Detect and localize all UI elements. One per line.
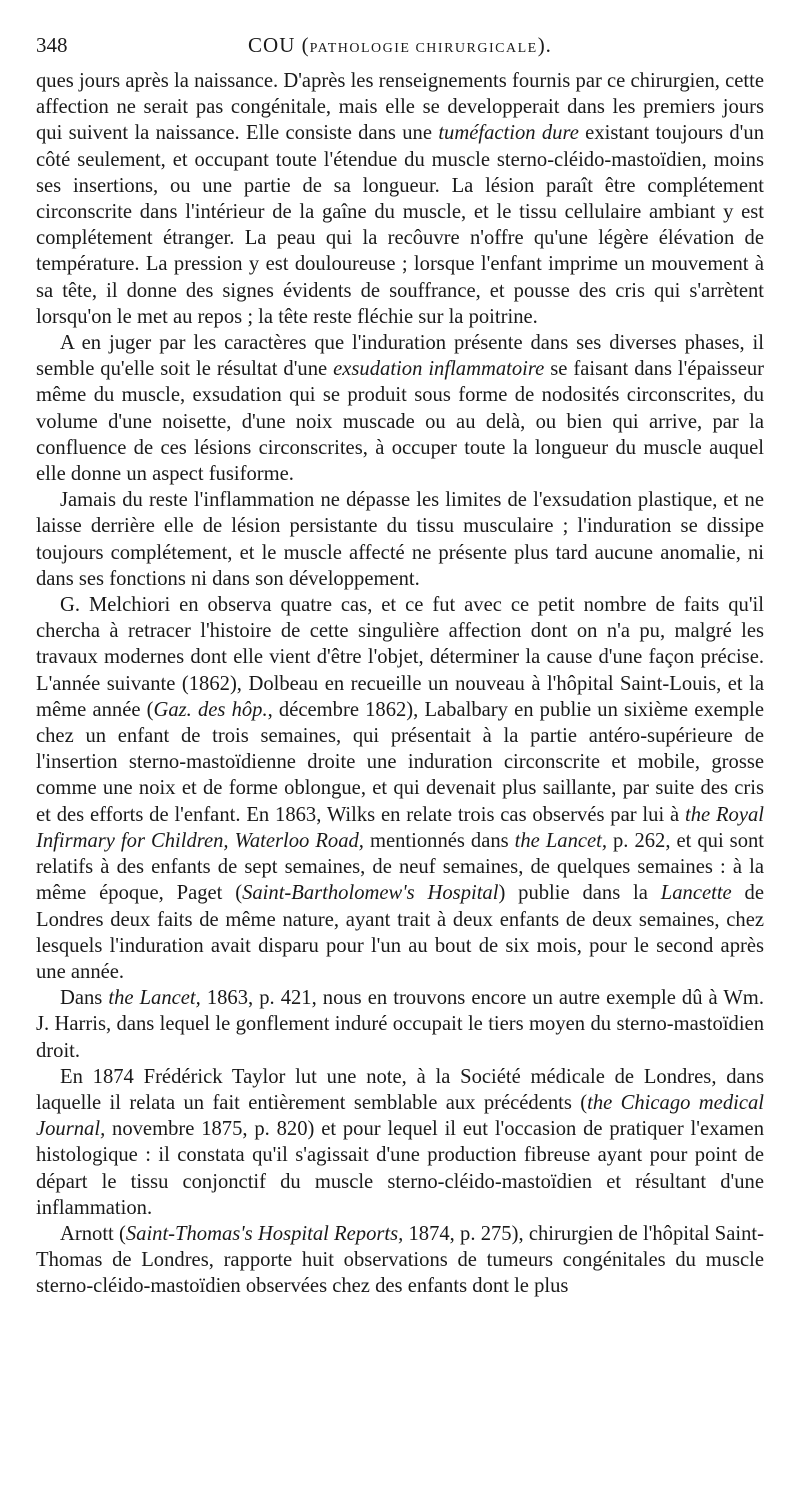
italic-text-run: the Royal Infirmary for Children, Waterloo Road, [36,803,765,852]
running-head [36,28,764,62]
text-run: 1874, p. 275), chirurgien de l'hôpital Saint-Thomas de Londres, rapporte huit observations de tumeurs congénitales du muscle sterno-cléido-mastoïdien observées chez des enfants dont le plus [36,1222,764,1298]
paragraph [36,68,764,330]
paragraph [36,985,764,1064]
italic-text-run: Saint-Thomas's Hospital Reports, [125,1222,404,1245]
italic-text-run: exsudation inflammatoire [333,358,545,381]
text-run: Dans [60,987,109,1010]
italic-text-run: Lancette [660,882,732,905]
text-run: existant toujours d'un côté seulement, et occupant toute l'étendue du muscle sterno-cléido-mastoïdien, moins ses insertions, ou une partie de sa longueur. La lésion paraît être complétement circonscrite dans l'intérieur de la gaîne du muscle, et le tissu cellulaire ambiant y est complétement étranger. La peau qui la recôuvre n'offre qu'une légère élévation de température. La pression y est douloureuse ; lorsque l'enfant imprime un mouvement à sa tête, il donne des signes évidents de souffrance, et pousse des cris qui s'arrètent lorsqu'on le met au repos ; la tête reste fléchie sur la poitrine. [36,122,764,328]
text-run: p. 262, et qui sont relatifs à des enfants de sept semaines, de neuf semaines, de quelques semaines : à la même époque, Paget ( [36,829,765,905]
paragraph [36,592,764,985]
running-title-main: COU [248,33,296,57]
text-run: Jamais du reste l'inflammation ne dépasse les limites de l'exsudation plastique, et ne laisse derrière elle de lésion persistante du tissu musculaire ; l'induration se dissipe toujours complétement, et le muscle affecté ne présente plus tard aucune anomalie, ni dans ses fonctions ni dans son développement. [36,489,764,590]
text-run: 1863, p. 421, nous en trouvons encore un autre exemple dû à Wm. J. Harris, dans lequel le gonflement induré occupait le tiers moyen du sterno-mastoïdien droit. [36,987,764,1062]
italic-text-run: the Lancet, [514,829,608,852]
text-run: se faisant dans l'épaisseur même du muscle, exsudation qui se produit sous forme de nodosités circonscrites, du volume d'une noisette, d'une noix muscade ou au delà, ou bien qui arrive, par la confluence de ces lésions circonscrites, à occuper toute la longueur du muscle auquel elle donne un aspect fusiforme. [36,358,764,486]
running-title-paren-close: ). [537,33,552,57]
page-number: 348 [36,33,68,57]
paragraph [36,1221,764,1300]
text-run: mentionnés dans [363,829,515,852]
body-text [36,68,764,1300]
italic-text-run: the Chicago medical Journal, [36,1091,764,1141]
running-title-subtitle: PATHOLOGIE CHIRURGICALE [309,41,538,56]
text-run: A en juger par les caractères que l'induration présente dans ses diverses phases, il semble qu'elle soit le résultat d'une [36,332,764,381]
text-run: de Londres deux faits de même nature, ayant trait à deux enfants de deux semaines, chez lesquels l'induration avait disparu pour l'un au bout de six mois, pour le second après une année. [36,882,764,983]
text-run: novembre 1875, p. 820) et pour lequel il eut l'occasion de pratiquer l'examen histologique : il constata qu'il s'agissait d'une production fibreuse ayant pour point de départ le tissu conjonctif du muscle sterno-cléido-mastoïdien et résultant d'une inflammation. [36,1118,764,1219]
text-run: , décembre 1862), Labalbary en publie un sixième exemple chez un enfant de trois semaines, qui présentait à la partie antéro-supérieure de l'insertion sterno-mastoïdienne droite une induration circonscrite et mobile, grosse comme une noix et de forme oblongue, et qui devenait plus saillante, par suite des cris et des efforts de l'enfant. En 1863, Wilks en relate trois cas observés par lui à [36,698,764,826]
running-title-paren-open: ( [295,33,310,57]
italic-text-run: Saint-Bartholomew's Hospital [242,882,499,905]
italic-text-run: the Lancet, [108,987,201,1010]
text-run: Arnott ( [60,1222,126,1245]
text-run: G. Melchiori en observa quatre cas, et ce fut avec ce petit nombre de faits qu'il chercha à retracer l'histoire de cette singulière affection dont on n'a pu, malgré les travaux modernes dont elle vient d'être l'objet, déterminer la cause d'une façon précise. L'année suivante (1862), Dolbeau en recueille un nouveau à l'hôpital Saint-Louis, et la même année ( [36,594,764,721]
paragraph [36,1064,764,1221]
running-title [36,28,764,66]
paragraph [36,487,764,592]
paragraph [36,330,764,487]
text-run: En 1874 Frédérick Taylor lut une note, à la Société médicale de Londres, dans laquelle il relata un fait entièrement semblable aux précédents ( [36,1065,764,1114]
text-run: ) publie dans la [498,882,661,905]
italic-text-run: Gaz. des hôp. [153,698,268,721]
italic-text-run: tuméfaction dure [438,122,579,145]
text-run: ques jours après la naissance. D'après les renseignements fournis par ce chirurgien, cette affection ne serait pas congénitale, mais elle se developperait dans les premiers jours qui suivent la naissance. Elle consiste dans une [36,70,764,145]
